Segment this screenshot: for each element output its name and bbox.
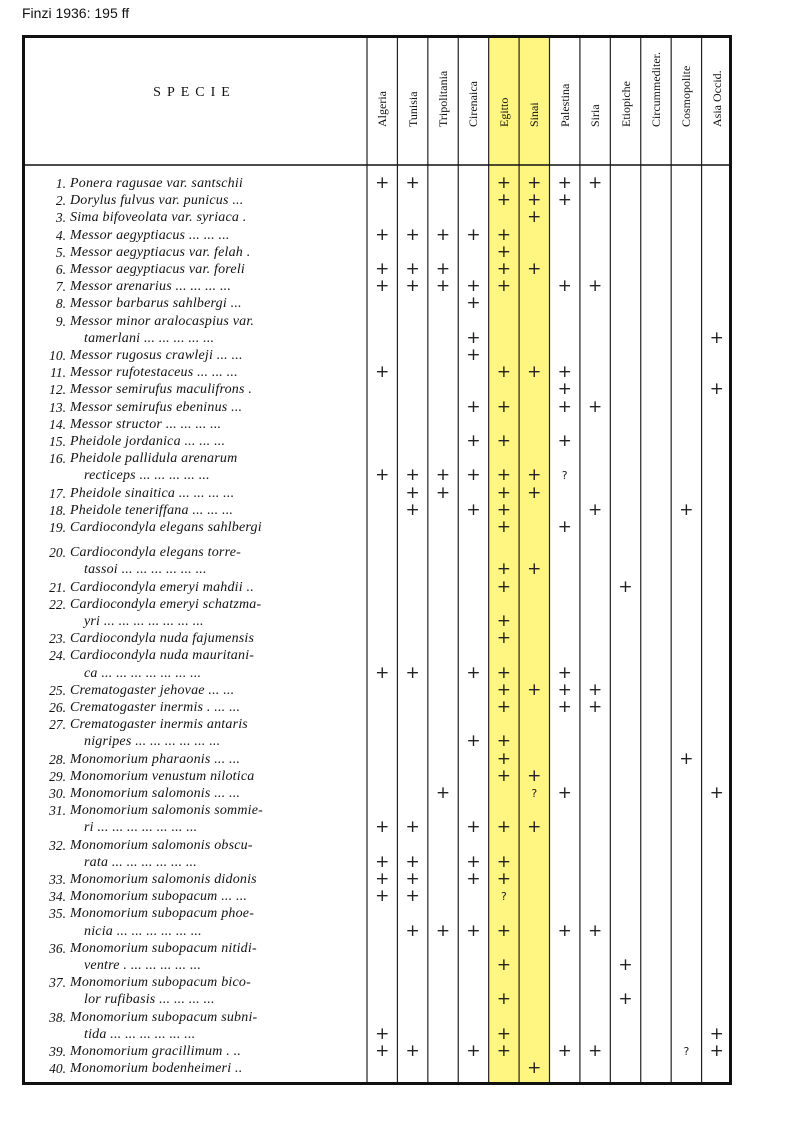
presence-mark-cosmopolite: ? xyxy=(683,1045,690,1058)
species-name: Monomorium salomonis didonis xyxy=(70,872,257,887)
column-header-cosmopolite: Cosmopolite xyxy=(679,65,694,127)
row-number: 10. xyxy=(49,348,66,363)
presence-mark-palestina: ? xyxy=(561,469,568,483)
presence-mark-algeria: + xyxy=(375,173,390,193)
species-name: Crematogaster inermis antaris xyxy=(70,717,248,733)
presence-mark-egitto: ? xyxy=(500,890,507,904)
presence-mark-palestina: + xyxy=(557,783,572,803)
presence-mark-sinai: + xyxy=(527,679,542,700)
row-number: 37. xyxy=(49,975,66,991)
presence-mark-asia-occid: + xyxy=(709,1023,724,1044)
presence-mark-egitto: + xyxy=(496,517,511,537)
presence-mark-tripolitania: + xyxy=(435,920,451,941)
page-caption: Finzi 1936: 195 ff xyxy=(22,5,130,21)
presence-mark-sinai: + xyxy=(527,190,542,211)
presence-mark-egitto: + xyxy=(496,1023,511,1044)
species-name: Messor barbarus sahlbergi ... xyxy=(70,296,242,312)
species-name: lor rufibasis ... ... ... ... xyxy=(84,992,215,1008)
presence-mark-algeria: + xyxy=(375,1023,390,1044)
presence-mark-palestina: + xyxy=(557,379,572,400)
presence-mark-egitto: + xyxy=(496,559,511,580)
presence-mark-palestina: + xyxy=(557,362,572,383)
row-number: 25. xyxy=(49,682,66,698)
presence-mark-egitto: + xyxy=(496,869,511,889)
row-number: 21. xyxy=(49,579,66,595)
table-row xyxy=(22,699,732,716)
presence-mark-egitto: + xyxy=(496,955,511,975)
column-header-egitto: Egitto xyxy=(496,97,511,127)
presence-mark-sinai: + xyxy=(527,259,542,279)
presence-mark-egitto: + xyxy=(496,628,511,649)
presence-mark-tunisia: + xyxy=(405,465,420,486)
presence-mark-cirenaica: + xyxy=(466,731,481,752)
presence-mark-sinai: + xyxy=(527,207,542,228)
presence-mark-algeria: + xyxy=(375,886,390,907)
presence-mark-algeria: + xyxy=(375,869,390,889)
species-name: Messor aegyptiacus var. foreli xyxy=(70,262,246,277)
species-name: Messor arenarius ... ... ... ... xyxy=(70,279,232,295)
presence-mark-tunisia: + xyxy=(405,869,420,889)
presence-mark-sinai: + xyxy=(527,559,542,580)
row-number: 31. xyxy=(49,803,66,819)
row-number: 28. xyxy=(49,751,66,767)
presence-mark-egitto: + xyxy=(496,576,511,597)
row-number: 3. xyxy=(55,210,66,226)
table-row xyxy=(22,544,732,561)
table-row xyxy=(22,1060,732,1077)
presence-mark-sinai: ? xyxy=(531,787,538,800)
table-row xyxy=(22,209,732,226)
presence-mark-egitto: + xyxy=(496,276,511,297)
species-name: Monomorium bodenheimeri .. xyxy=(70,1061,243,1077)
presence-mark-cirenaica: + xyxy=(466,465,481,486)
species-name: Messor minor aralocaspius var. xyxy=(70,313,255,329)
row-number: 35. xyxy=(49,906,66,922)
row-number: 13. xyxy=(49,399,66,415)
presence-mark-egitto: + xyxy=(496,190,511,211)
species-name: Cardiocondyla nuda mauritani- xyxy=(70,648,255,664)
table-row xyxy=(22,519,732,536)
table-row-continuation xyxy=(22,561,732,578)
presence-mark-algeria: + xyxy=(375,259,390,279)
presence-mark-algeria: + xyxy=(375,851,390,872)
presence-mark-cirenaica: + xyxy=(466,276,481,297)
presence-mark-palestina: + xyxy=(557,396,572,417)
species-name: Monomorium subopacum phoe- xyxy=(70,906,255,922)
presence-mark-egitto: + xyxy=(496,465,511,486)
presence-mark-palestina: + xyxy=(557,431,572,451)
species-name: ca ... ... ... ... ... ... ... xyxy=(84,665,202,681)
presence-mark-tunisia: + xyxy=(405,259,420,279)
species-name: Messor semirufus ebeninus ... xyxy=(70,399,243,415)
species-name: ri ... ... ... ... ... ... ... xyxy=(84,820,198,836)
presence-mark-egitto: + xyxy=(496,362,511,383)
table-row xyxy=(22,433,732,450)
row-number: 2. xyxy=(55,193,66,209)
presence-mark-egitto: + xyxy=(496,499,511,520)
presence-mark-siria: + xyxy=(588,276,603,297)
presence-mark-cirenaica: + xyxy=(466,1041,481,1061)
species-name: Cardiocondyla elegans torre- xyxy=(70,545,241,561)
species-name: tamerlani ... ... ... ... ... xyxy=(84,330,215,346)
species-name: Dorylus fulvus var. punicus ... xyxy=(70,193,244,209)
column-header-tunisia: Tunisia xyxy=(405,91,420,127)
presence-mark-cirenaica: + xyxy=(466,851,481,872)
column-header-cirenaica: Cirenaica xyxy=(466,81,481,127)
column-header-etiopiche: Etiopiche xyxy=(618,81,633,127)
table-row-continuation xyxy=(22,920,732,941)
presence-mark-tunisia: + xyxy=(405,1041,420,1061)
presence-mark-palestina: + xyxy=(557,697,572,717)
species-name: Monomorium subopacum ... ... xyxy=(70,889,248,905)
presence-mark-palestina: + xyxy=(557,517,572,537)
presence-mark-algeria: + xyxy=(375,362,390,383)
presence-mark-palestina: + xyxy=(557,920,572,941)
species-name: Messor structor ... ... ... ... xyxy=(70,416,222,432)
presence-mark-sinai: + xyxy=(527,1058,542,1079)
species-name: Pheidole pallidula arenarum xyxy=(70,451,238,467)
presence-mark-etiopiche: + xyxy=(618,955,633,975)
table-row xyxy=(22,192,732,209)
presence-mark-egitto: + xyxy=(496,431,511,451)
presence-mark-palestina: + xyxy=(557,1041,572,1061)
presence-mark-egitto: + xyxy=(496,396,511,417)
table-row xyxy=(22,313,732,330)
presence-mark-egitto: + xyxy=(496,224,511,245)
presence-mark-cirenaica: + xyxy=(466,396,481,417)
row-number: 40. xyxy=(49,1061,66,1077)
presence-mark-sinai: + xyxy=(527,362,542,383)
species-table xyxy=(22,35,732,1085)
row-number: 1. xyxy=(55,176,66,191)
row-number: 14. xyxy=(49,416,66,432)
species-name: Monomorium venustum nilotica xyxy=(70,768,255,784)
column-header-circummediter: Circummediter. xyxy=(648,52,663,127)
presence-mark-tunisia: + xyxy=(405,173,420,193)
row-number: 6. xyxy=(55,262,66,277)
table-row xyxy=(22,295,732,312)
presence-mark-algeria: + xyxy=(375,662,390,683)
row-number: 12. xyxy=(49,382,66,398)
presence-mark-algeria: + xyxy=(375,276,390,297)
presence-mark-palestina: + xyxy=(557,679,572,700)
row-number: 24. xyxy=(49,648,66,664)
presence-mark-egitto: + xyxy=(496,920,511,941)
species-name: Crematogaster inermis . ... ... xyxy=(70,700,241,715)
row-number: 36. xyxy=(49,940,66,956)
presence-mark-egitto: + xyxy=(496,989,511,1010)
presence-mark-tripolitania: + xyxy=(435,465,451,486)
row-number: 18. xyxy=(49,502,66,518)
presence-mark-egitto: + xyxy=(496,662,511,683)
presence-mark-egitto: + xyxy=(496,611,511,631)
species-name: Monomorium salomonis ... ... xyxy=(70,786,241,801)
presence-mark-egitto: + xyxy=(496,851,511,872)
presence-mark-egitto: + xyxy=(496,1041,511,1061)
species-name: nicia ... ... ... ... ... ... xyxy=(84,923,202,939)
table-row xyxy=(22,716,732,733)
column-header-algeria: Algeria xyxy=(375,91,390,127)
row-number: 8. xyxy=(55,296,66,312)
row-number: 19. xyxy=(49,520,66,535)
column-header-sinai: Sinai xyxy=(527,102,542,127)
species-name: Monomorium gracillimum . .. xyxy=(70,1044,242,1059)
presence-mark-sinai: + xyxy=(527,482,542,503)
species-name: rata ... ... ... ... ... ... xyxy=(84,854,197,870)
species-name: Pheidole teneriffana ... ... ... xyxy=(70,502,234,518)
table-row xyxy=(22,416,732,433)
row-number: 4. xyxy=(55,227,66,243)
presence-mark-egitto: + xyxy=(496,731,511,752)
column-header-palestina: Palestina xyxy=(557,83,572,127)
presence-mark-tunisia: + xyxy=(405,224,420,245)
presence-mark-siria: + xyxy=(588,173,603,193)
species-name: Monomorium subopacum subni- xyxy=(70,1009,258,1025)
species-name: Ponera ragusae var. santschii xyxy=(70,176,244,191)
presence-mark-cirenaica: + xyxy=(466,327,481,348)
presence-mark-cirenaica: + xyxy=(466,345,481,365)
presence-mark-siria: + xyxy=(588,396,603,417)
species-name: Cardiocondyla emeryi schatzma- xyxy=(70,596,262,612)
presence-mark-etiopiche: + xyxy=(618,989,633,1010)
species-name: tida ... ... ... ... ... ... xyxy=(84,1026,196,1042)
presence-mark-asia-occid: + xyxy=(709,1041,724,1061)
row-number: 33. xyxy=(49,872,66,887)
table-row xyxy=(22,596,732,613)
species-name: Monomorium pharaonis ... ... xyxy=(70,751,241,767)
table-row xyxy=(22,905,732,922)
presence-mark-cirenaica: + xyxy=(466,817,481,838)
table-row-continuation xyxy=(22,327,732,348)
table-row xyxy=(22,785,732,802)
presence-mark-algeria: + xyxy=(375,224,390,245)
presence-mark-tunisia: + xyxy=(405,817,420,838)
presence-mark-siria: + xyxy=(588,1041,603,1061)
row-number: 26. xyxy=(49,700,66,715)
presence-mark-tripolitania: + xyxy=(435,224,451,245)
row-number: 7. xyxy=(55,279,66,295)
column-header-tripolitania: Tripolitania xyxy=(436,70,451,127)
table-row xyxy=(22,396,732,417)
row-number: 20. xyxy=(49,545,66,561)
presence-mark-tunisia: + xyxy=(405,851,420,872)
presence-mark-egitto: + xyxy=(496,482,511,503)
table-row xyxy=(22,748,732,769)
presence-mark-tripolitania: + xyxy=(435,783,451,803)
species-name: Monomorium subopacum bico- xyxy=(70,975,251,991)
presence-mark-asia-occid: + xyxy=(709,783,724,803)
presence-mark-tunisia: + xyxy=(405,886,420,907)
species-name: nigripes ... ... ... ... ... ... xyxy=(84,734,221,750)
row-number: 9. xyxy=(55,313,66,329)
species-name: yri ... ... ... ... ... ... ... xyxy=(84,614,204,629)
row-number: 38. xyxy=(49,1009,66,1025)
table-row-continuation xyxy=(22,613,732,630)
presence-mark-asia-occid: + xyxy=(709,327,724,348)
presence-mark-tunisia: + xyxy=(405,482,420,503)
presence-mark-tripolitania: + xyxy=(435,259,451,279)
row-number: 30. xyxy=(49,786,66,801)
presence-mark-egitto: + xyxy=(496,697,511,717)
species-name: Cardiocondyla nuda fajumensis xyxy=(70,631,255,647)
column-header-asia-occid: Asia Occid. xyxy=(709,70,724,127)
species-name: recticeps ... ... ... ... ... xyxy=(84,468,210,484)
column-header-siria: Siria xyxy=(588,104,603,127)
species-name: Cardiocondyla elegans sahlbergi xyxy=(70,520,262,535)
presence-mark-siria: + xyxy=(588,920,603,941)
presence-mark-egitto: + xyxy=(496,173,511,193)
species-name: Monomorium salomonis sommie- xyxy=(70,803,264,819)
row-number: 39. xyxy=(49,1044,66,1059)
presence-mark-palestina: + xyxy=(557,173,572,193)
table-row xyxy=(22,630,732,647)
row-number: 5. xyxy=(55,244,66,260)
table-row xyxy=(22,381,732,398)
presence-mark-sinai: + xyxy=(527,765,542,786)
species-name: Monomorium salomonis obscu- xyxy=(70,837,253,853)
presence-mark-sinai: + xyxy=(527,465,542,486)
row-number: 27. xyxy=(49,717,66,733)
table-row-continuation xyxy=(22,733,732,750)
presence-mark-egitto: + xyxy=(496,765,511,786)
row-number: 29. xyxy=(49,768,66,784)
species-name: Monomorium subopacum nitidi- xyxy=(70,940,257,956)
presence-mark-egitto: + xyxy=(496,748,511,769)
presence-mark-siria: + xyxy=(588,679,603,700)
presence-mark-palestina: + xyxy=(557,190,572,211)
species-name: Messor rufotestaceus ... ... ... xyxy=(70,365,238,381)
presence-mark-cirenaica: + xyxy=(466,920,481,941)
species-name: Messor aegyptiacus ... ... ... xyxy=(70,227,230,243)
presence-mark-tunisia: + xyxy=(405,499,420,520)
species-column-header: SPECIE xyxy=(153,85,236,100)
row-number: 23. xyxy=(49,631,66,647)
presence-mark-asia-occid: + xyxy=(709,379,724,400)
row-number: 32. xyxy=(49,837,66,853)
presence-mark-algeria: + xyxy=(375,1041,390,1061)
species-name: tassoi ... ... ... ... ... ... xyxy=(84,562,207,578)
row-number: 34. xyxy=(49,889,66,905)
row-number: 16. xyxy=(49,451,66,467)
presence-mark-algeria: + xyxy=(375,465,390,486)
presence-mark-cirenaica: + xyxy=(466,224,481,245)
presence-mark-cirenaica: + xyxy=(466,431,481,451)
presence-mark-algeria: + xyxy=(375,817,390,838)
presence-mark-egitto: + xyxy=(496,679,511,700)
table-row xyxy=(22,482,732,503)
presence-mark-siria: + xyxy=(588,499,603,520)
table-row xyxy=(22,499,732,520)
presence-mark-sinai: + xyxy=(527,817,542,838)
table-row xyxy=(22,647,732,664)
presence-mark-palestina: + xyxy=(557,662,572,683)
species-name: Messor rugosus crawleji ... ... xyxy=(70,348,243,363)
presence-mark-palestina: + xyxy=(557,276,572,297)
row-number: 15. xyxy=(49,434,66,449)
presence-mark-cosmopolite: + xyxy=(679,748,694,769)
presence-mark-sinai: + xyxy=(527,173,542,193)
presence-mark-cirenaica: + xyxy=(466,293,481,314)
species-name: ventre . ... ... ... ... ... xyxy=(84,958,202,973)
row-number: 11. xyxy=(50,365,66,381)
presence-mark-cosmopolite: + xyxy=(679,499,694,520)
presence-mark-tripolitania: + xyxy=(435,482,451,503)
presence-mark-cirenaica: + xyxy=(466,662,481,683)
row-number: 22. xyxy=(49,596,66,612)
presence-mark-siria: + xyxy=(588,697,603,717)
species-name: Sima bifoveolata var. syriaca . xyxy=(70,210,247,226)
table-row xyxy=(22,679,732,700)
presence-mark-egitto: + xyxy=(496,259,511,279)
presence-mark-egitto: + xyxy=(496,817,511,838)
row-number: 17. xyxy=(49,485,66,501)
presence-mark-cirenaica: + xyxy=(466,869,481,889)
presence-mark-tunisia: + xyxy=(405,662,420,683)
species-name: Pheidole sinaitica ... ... ... ... xyxy=(70,485,235,501)
presence-mark-tunisia: + xyxy=(405,920,420,941)
species-name: Crematogaster jehovae ... ... xyxy=(70,682,235,698)
presence-mark-etiopiche: + xyxy=(618,576,633,597)
presence-mark-egitto: + xyxy=(496,241,511,262)
table-row xyxy=(22,765,732,786)
presence-mark-tripolitania: + xyxy=(435,276,451,297)
presence-mark-cirenaica: + xyxy=(466,499,481,520)
presence-mark-tunisia: + xyxy=(405,276,420,297)
species-name: Cardiocondyla emeryi mahdii .. xyxy=(70,579,254,595)
species-name: Messor semirufus maculifrons . xyxy=(70,382,253,398)
species-name: Messor aegyptiacus var. felah . xyxy=(70,244,251,260)
species-name: Pheidole jordanica ... ... ... xyxy=(70,434,226,449)
